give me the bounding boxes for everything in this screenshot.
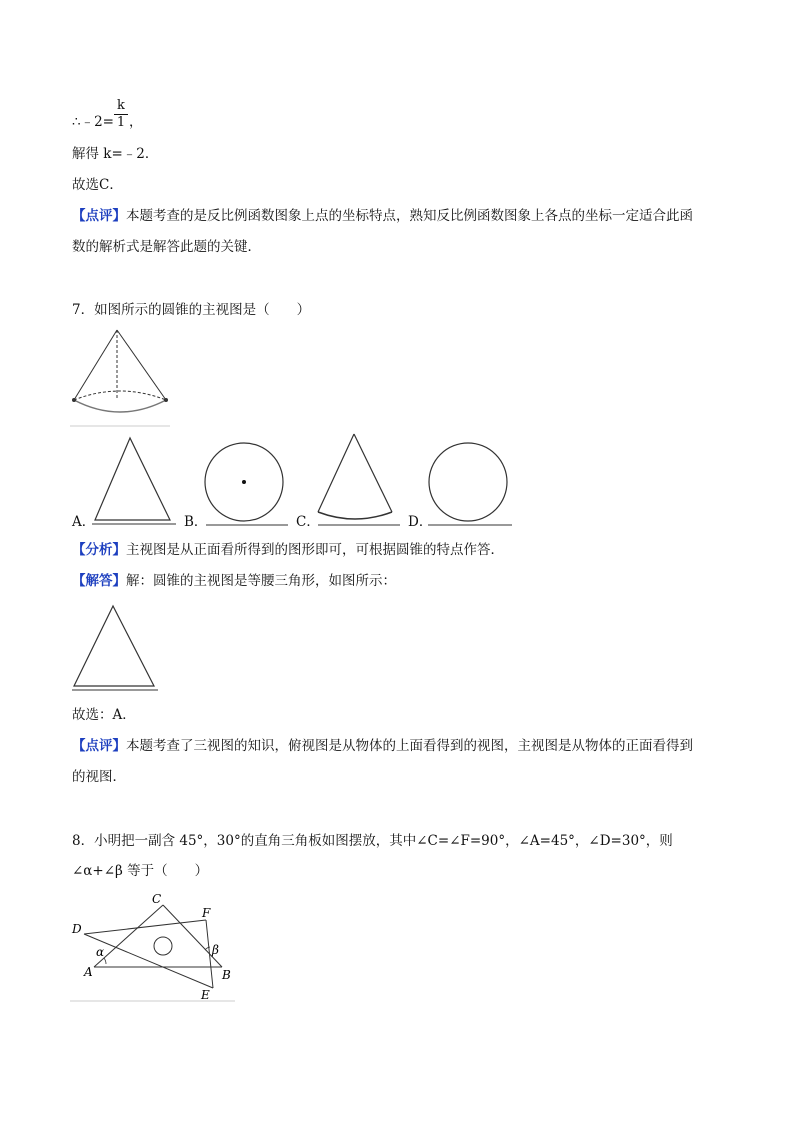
therefore-suffix: ， [129,114,143,130]
label-f: F [202,906,211,920]
fraction-numerator: k [114,99,128,115]
analysis-text: 主视图是从正面看所得到的图形即可，可根据圆锥的特点作答． [126,542,504,558]
label-alpha: α [96,945,105,959]
option-d-label: D． [408,514,433,530]
solution-tag: 【解答】 [72,573,126,589]
solution-text: 解：圆锥的主视图是等腰三角形，如图所示： [126,573,396,589]
comment-q7-line2: 的视图． [72,769,126,785]
q8-question-line2: ∠α+∠β 等于（ ） [72,863,209,879]
label-a: A [84,965,93,979]
comment-q6-line2: 数的解析式是解答此题的关键． [72,239,261,255]
option-a-label: A． [72,514,96,530]
circle-mark [154,937,172,955]
solve-line: 解得 k=﹣2． [72,146,159,162]
option-c-figure [314,432,404,528]
option-a-figure [90,436,180,528]
option-d-figure [424,440,516,528]
label-d: D [72,922,82,936]
therefore-line [72,112,114,132]
segment-de [84,934,213,988]
answer-line-q7: 故选：A． [72,707,136,723]
comment-q6-line1 [72,206,693,226]
comment-text: 本题考查了三视图的知识，俯视图是从物体的上面看得到的视图，主视图是从物体的正面看得到 [126,738,693,754]
label-b: B [222,968,231,982]
answer-line-q6: 故选C． [72,177,123,193]
q7-solution [72,571,396,591]
fraction-k-over-1 [114,99,128,130]
option-b-label: B． [184,514,208,530]
option-c-label: C． [296,514,320,530]
q7-analysis [72,540,504,560]
option-b-figure [200,440,292,528]
comment-q7-line1 [72,736,693,756]
q8-question-line1: 8．小明把一副含 45°，30°的直角三角板如图摆放，其中∠C=∠F=90°，∠A=45°，∠D=30°，则 [72,833,673,849]
comment-text: 本题考查的是反比例函数图象上点的坐标特点，熟知反比例函数图象上各点的坐标一定适合此函 [126,208,693,224]
solution-triangle-figure [70,604,162,696]
segment-df [84,920,206,934]
comment-tag: 【点评】 [72,738,126,754]
comment-tag: 【点评】 [72,208,126,224]
triangle-plates-figure [70,892,240,1004]
label-beta: β [212,943,219,957]
label-c: C [152,892,162,906]
label-e: E [201,988,210,1002]
analysis-tag: 【分析】 [72,542,126,558]
segment-cb [163,905,222,967]
fraction-denominator: 1 [116,115,126,130]
q7-question: 7．如图所示的圆锥的主视图是（ ） [72,302,311,318]
segment-ac [94,905,163,967]
cone-figure [70,328,174,428]
therefore-prefix: ∴﹣2= [72,114,114,130]
